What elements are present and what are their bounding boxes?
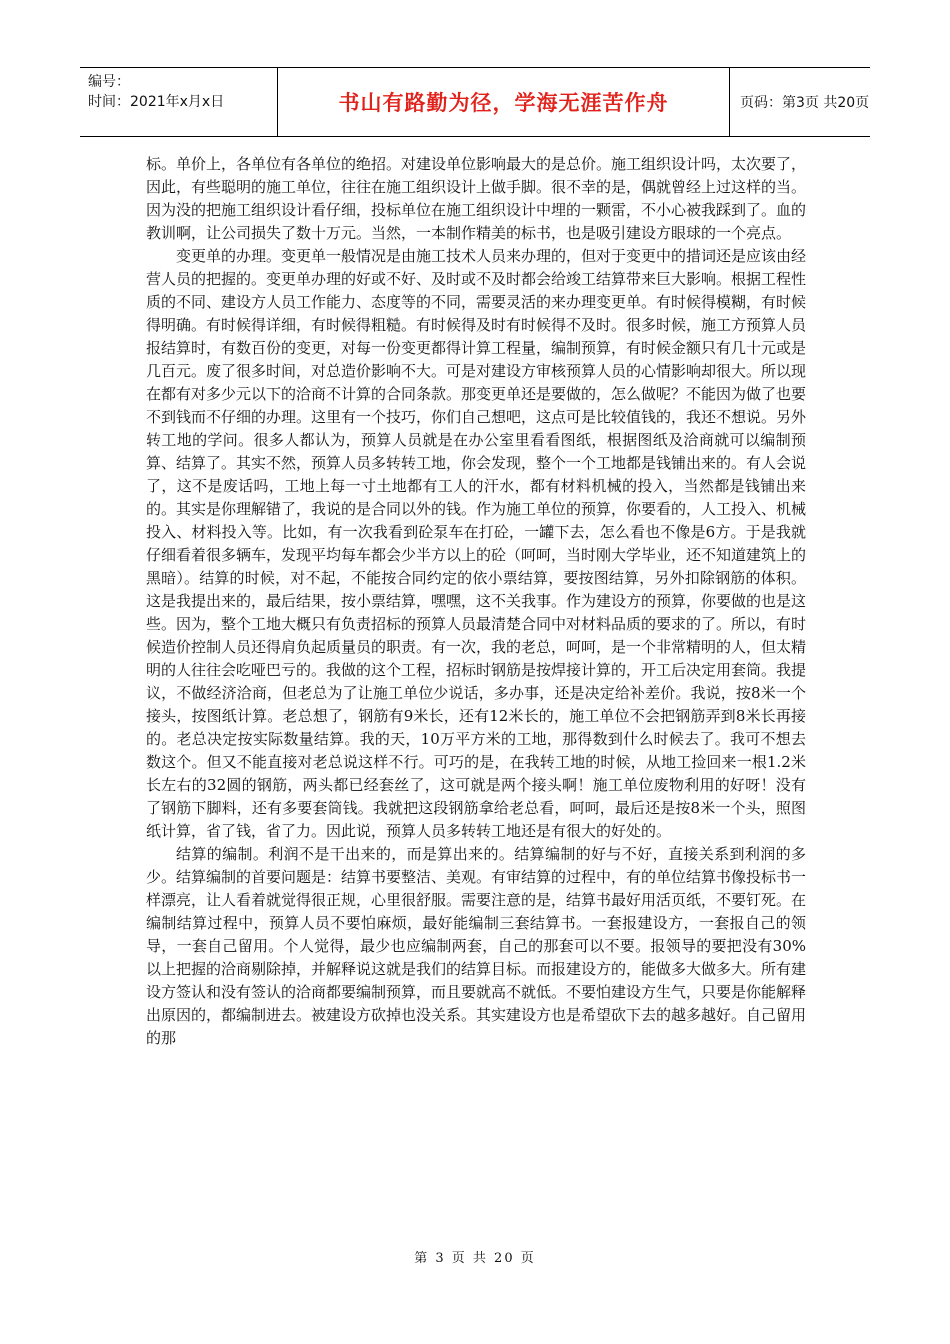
date-label: 时间：2021年x月x日 <box>88 94 225 110</box>
serial-number-label: 编号： <box>88 74 130 90</box>
paragraph-continued: 标。单价上，各单位有各单位的绝招。对建设单位影响最大的是总价。施工组织设计吗，太次要了，因此，有些聪明的施工单位，往往在施工组织设计上做手脚。很不幸的是，偶就曾经上过这样的当。因为没的把施工组织设计看仔细，投标单位在施工组织设计中埋的一颗雷，不小心被我踩到了。血的教训啊，让公司损失了数十万元。当然，一本制作精美的标书，也是吸引建设方眼球的一个亮点。 <box>146 155 807 242</box>
paragraph-settlement: 结算的编制。利润不是干出来的，而是算出来的。结算编制的好与不好，直接关系到利润的多少。结算编制的首要问题是：结算书要整洁、美观。有审结算的过程中，有的单位结算书像投标书一样漂亮，让人看着就觉得很正规，心里很舒服。需要注意的是，结算书最好用活页纸，不要钉死。在编制结算过程中，预算人员不要怕麻烦，最好能编制三套结算书。一套报建设方，一套报自己的领导，一套自己留用。个人觉得，最少也应编制两套，自己的那套可以不要。报领导的要把没有30%以上把握的洽商剔除掉，并解释说这就是我们的结算目标。而报建设方的，能做多大做多大。所有建设方签认和没有签认的洽商都要编制预算，而且要就高不就低。不要怕建设方生气，只要是你能解释出原因的，都编制进去。被建设方砍掉也没关系。其实建设方也是希望砍下去的越多越好。自己留用的那 <box>146 845 807 1047</box>
document-body <box>146 153 806 1050</box>
header-motto: 书山有路勤为径，学海无涯苦作舟 <box>278 68 730 136</box>
paragraph-change-orders: 变更单的办理。变更单一般情况是由施工技术人员来办理的，但对于变更中的措词还是应该由经营人员的把握的。变更单办理的好或不好、及时或不及时都会给竣工结算带来巨大影响。根据工程性质的不同、建设方人员工作能力、态度等的不同，需要灵活的来办理变更单。有时候得模糊，有时候得明确。有时候得详细，有时候得粗糙。有时候得及时有时候得不及时。很多时候，施工方预算人员报结算时，有数百份的变更，对每一份变更都得计算工程量，编制预算，有时候金额只有几十元或是几百元。废了很多时间，对总造价影响不大。可是对建设方审核预算人员的心情影响却很大。所以现在都有对多少元以下的洽商不计算的合同条款。那变更单还是要做的，怎么做呢？不能因为做了也要不到钱而不仔细的办理。这里有一个技巧，你们自己想吧，这点可是比较值钱的，我还不想说。另外转工地的学问。很多人都认为，预算人员就是在办公室里看看图纸，根据图纸及洽商就可以编制预算、结算了。其实不然，预算人员多转转工地，你会发现，整个一个工地都是钱铺出来的。有人会说了，这不是废话吗，工地上每一寸土地都有工人的汗水，都有材料机械的投入，当然都是钱铺出来的。其实是你理解错了，我说的是合同以外的钱。作为施工单位的预算，你要看的，人工投入、机械投入、材料投入等。比如，有一次我看到砼泵车在打砼，一罐下去，怎么看也不像是6方。于是我就仔细看着很多辆车，发现平均每车都会少半方以上的砼（呵呵，当时刚大学毕业，还不知道建筑上的黑暗）。结算的时候，对不起，不能按合同约定的依小票结算，要按图结算，另外扣除钢筋的体积。这是我提出来的，最后结果，按小票结算，嘿嘿，这不关我事。作为建设方的预算，你要做的也是这些。因为，整个工地大概只有负责招标的预算人员最清楚合同中对材料品质的要求的了。所以，有时候造价控制人员还得肩负起质量员的职责。有一次，我的老总，呵呵，是一个非常精明的人，但太精明的人往往会吃哑巴亏的。我做的这个工程，招标时钢筋是按焊接计算的，开工后决定用套筒。我提议，不做经济洽商，但老总为了让施工单位少说话，多办事，还是决定给补差价。我说，按8米一个接头，按图纸计算。老总想了，钢筋有9米长，还有12米长的，施工单位不会把钢筋弄到8米长再接的。老总决定按实际数量结算。我的天，10万平方米的工地，那得数到什么时候去了。我可不想去数这个。但又不能直接对老总说这样不行。可巧的是，在我转工地的时候，从地工捡回来一根1.2米长左右的32圆的钢筋，两头都已经套丝了，这可就是两个接头啊！施工单位废物利用的好呀！没有了钢筋下脚料，还有多要套筒钱。我就把这段钢筋拿给老总看，呵呵，最后还是按8米一个头，照图纸计算，省了钱，省了力。因此说，预算人员多转转工地还是有很大的好处的。 <box>146 247 807 840</box>
header-meta <box>80 68 278 136</box>
page-header <box>80 67 870 137</box>
header-page-info: 页码：第3页 共20页 <box>740 95 870 111</box>
page-footer: 第 3 页 共 20 页 <box>414 1251 536 1266</box>
